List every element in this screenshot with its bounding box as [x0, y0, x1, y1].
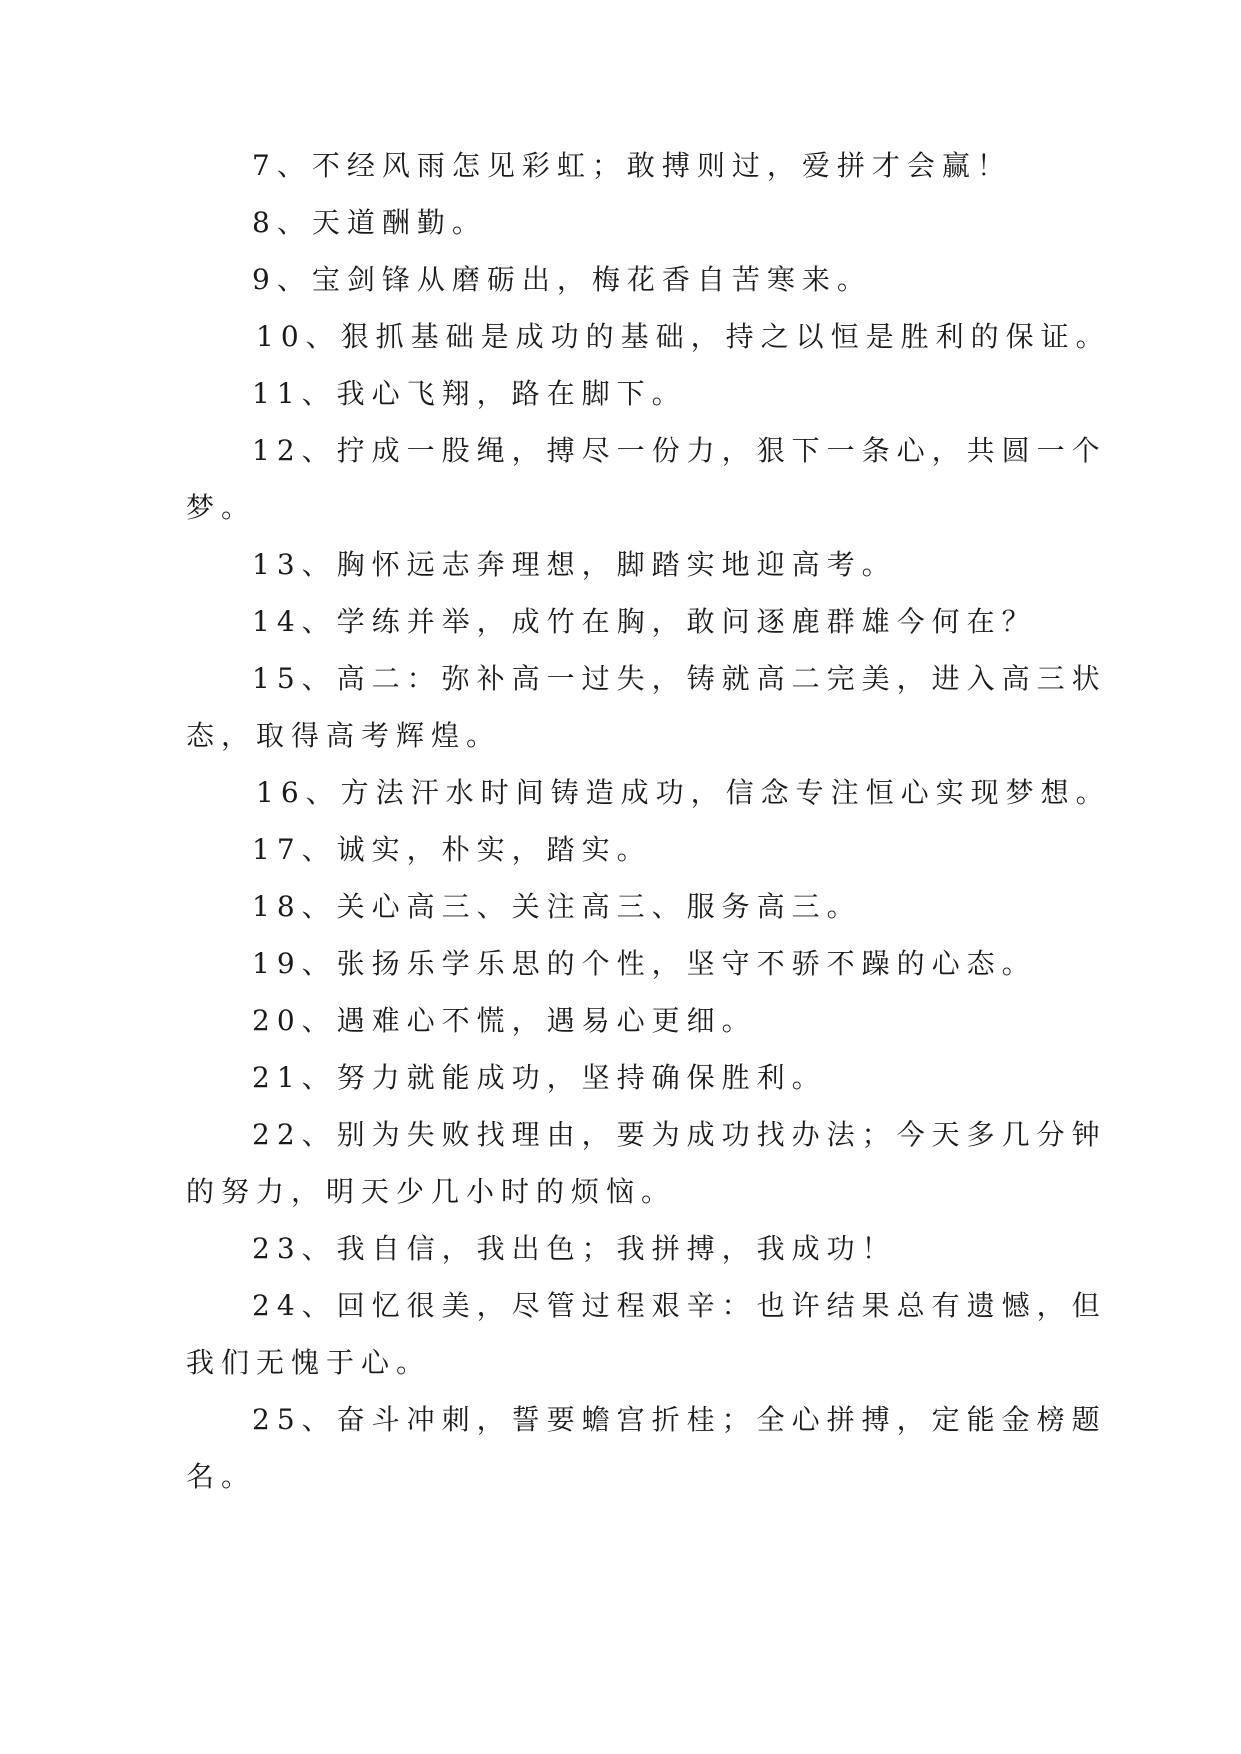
text-line: 21、努力就能成功，坚持确保胜利。 — [252, 1061, 827, 1094]
text-line: 8、天道酬勤。 — [252, 206, 487, 239]
text-line: 22、别为失败找理由，要为成功找办法；今天多几分钟 — [252, 1118, 1107, 1151]
text-line: 态，取得高考辉煌。 — [186, 719, 502, 752]
text-line: 17、诚实，朴实，踏实。 — [252, 833, 652, 866]
text-line: 12、拧成一股绳，搏尽一份力，狠下一条心，共圆一个 — [252, 434, 1107, 467]
text-line: 19、张扬乐学乐思的个性，坚守不骄不躁的心态。 — [252, 947, 1037, 980]
text-line: 23、我自信，我出色；我拼搏，我成功！ — [252, 1232, 897, 1265]
text-line: 24、回忆很美，尽管过程艰辛：也许结果总有遗憾，但 — [252, 1289, 1107, 1322]
text-line: 7、不经风雨怎见彩虹；敢搏则过，爱拼才会赢！ — [252, 149, 1012, 182]
text-line: 14、学练并举，成竹在胸，敢问逐鹿群雄今何在？ — [252, 605, 1037, 638]
text-line: 我们无愧于心。 — [186, 1346, 432, 1379]
text-line: 13、胸怀远志奔理想，脚踏实地迎高考。 — [252, 548, 897, 581]
text-line: 梦。 — [186, 491, 257, 524]
text-line: 18、关心高三、关注高三、服务高三。 — [252, 890, 862, 923]
text-line: 名。 — [186, 1460, 257, 1493]
text-line: 10、狠抓基础是成功的基础，持之以恒是胜利的保证。 — [256, 320, 1111, 353]
text-line: 的努力，明天少几小时的烦恼。 — [186, 1175, 677, 1208]
text-line: 16、方法汗水时间铸造成功，信念专注恒心实现梦想。 — [256, 776, 1111, 809]
text-line: 20、遇难心不慌，遇易心更细。 — [252, 1004, 757, 1037]
text-line: 9、宝剑锋从磨砺出，梅花香自苦寒来。 — [252, 263, 872, 296]
text-line: 15、高二：弥补高一过失，铸就高二完美，进入高三状 — [252, 662, 1107, 695]
text-line: 25、奋斗冲刺，誓要蟾宫折桂；全心拼搏，定能金榜题 — [252, 1403, 1107, 1436]
text-line: 11、我心飞翔，路在脚下。 — [252, 377, 687, 410]
